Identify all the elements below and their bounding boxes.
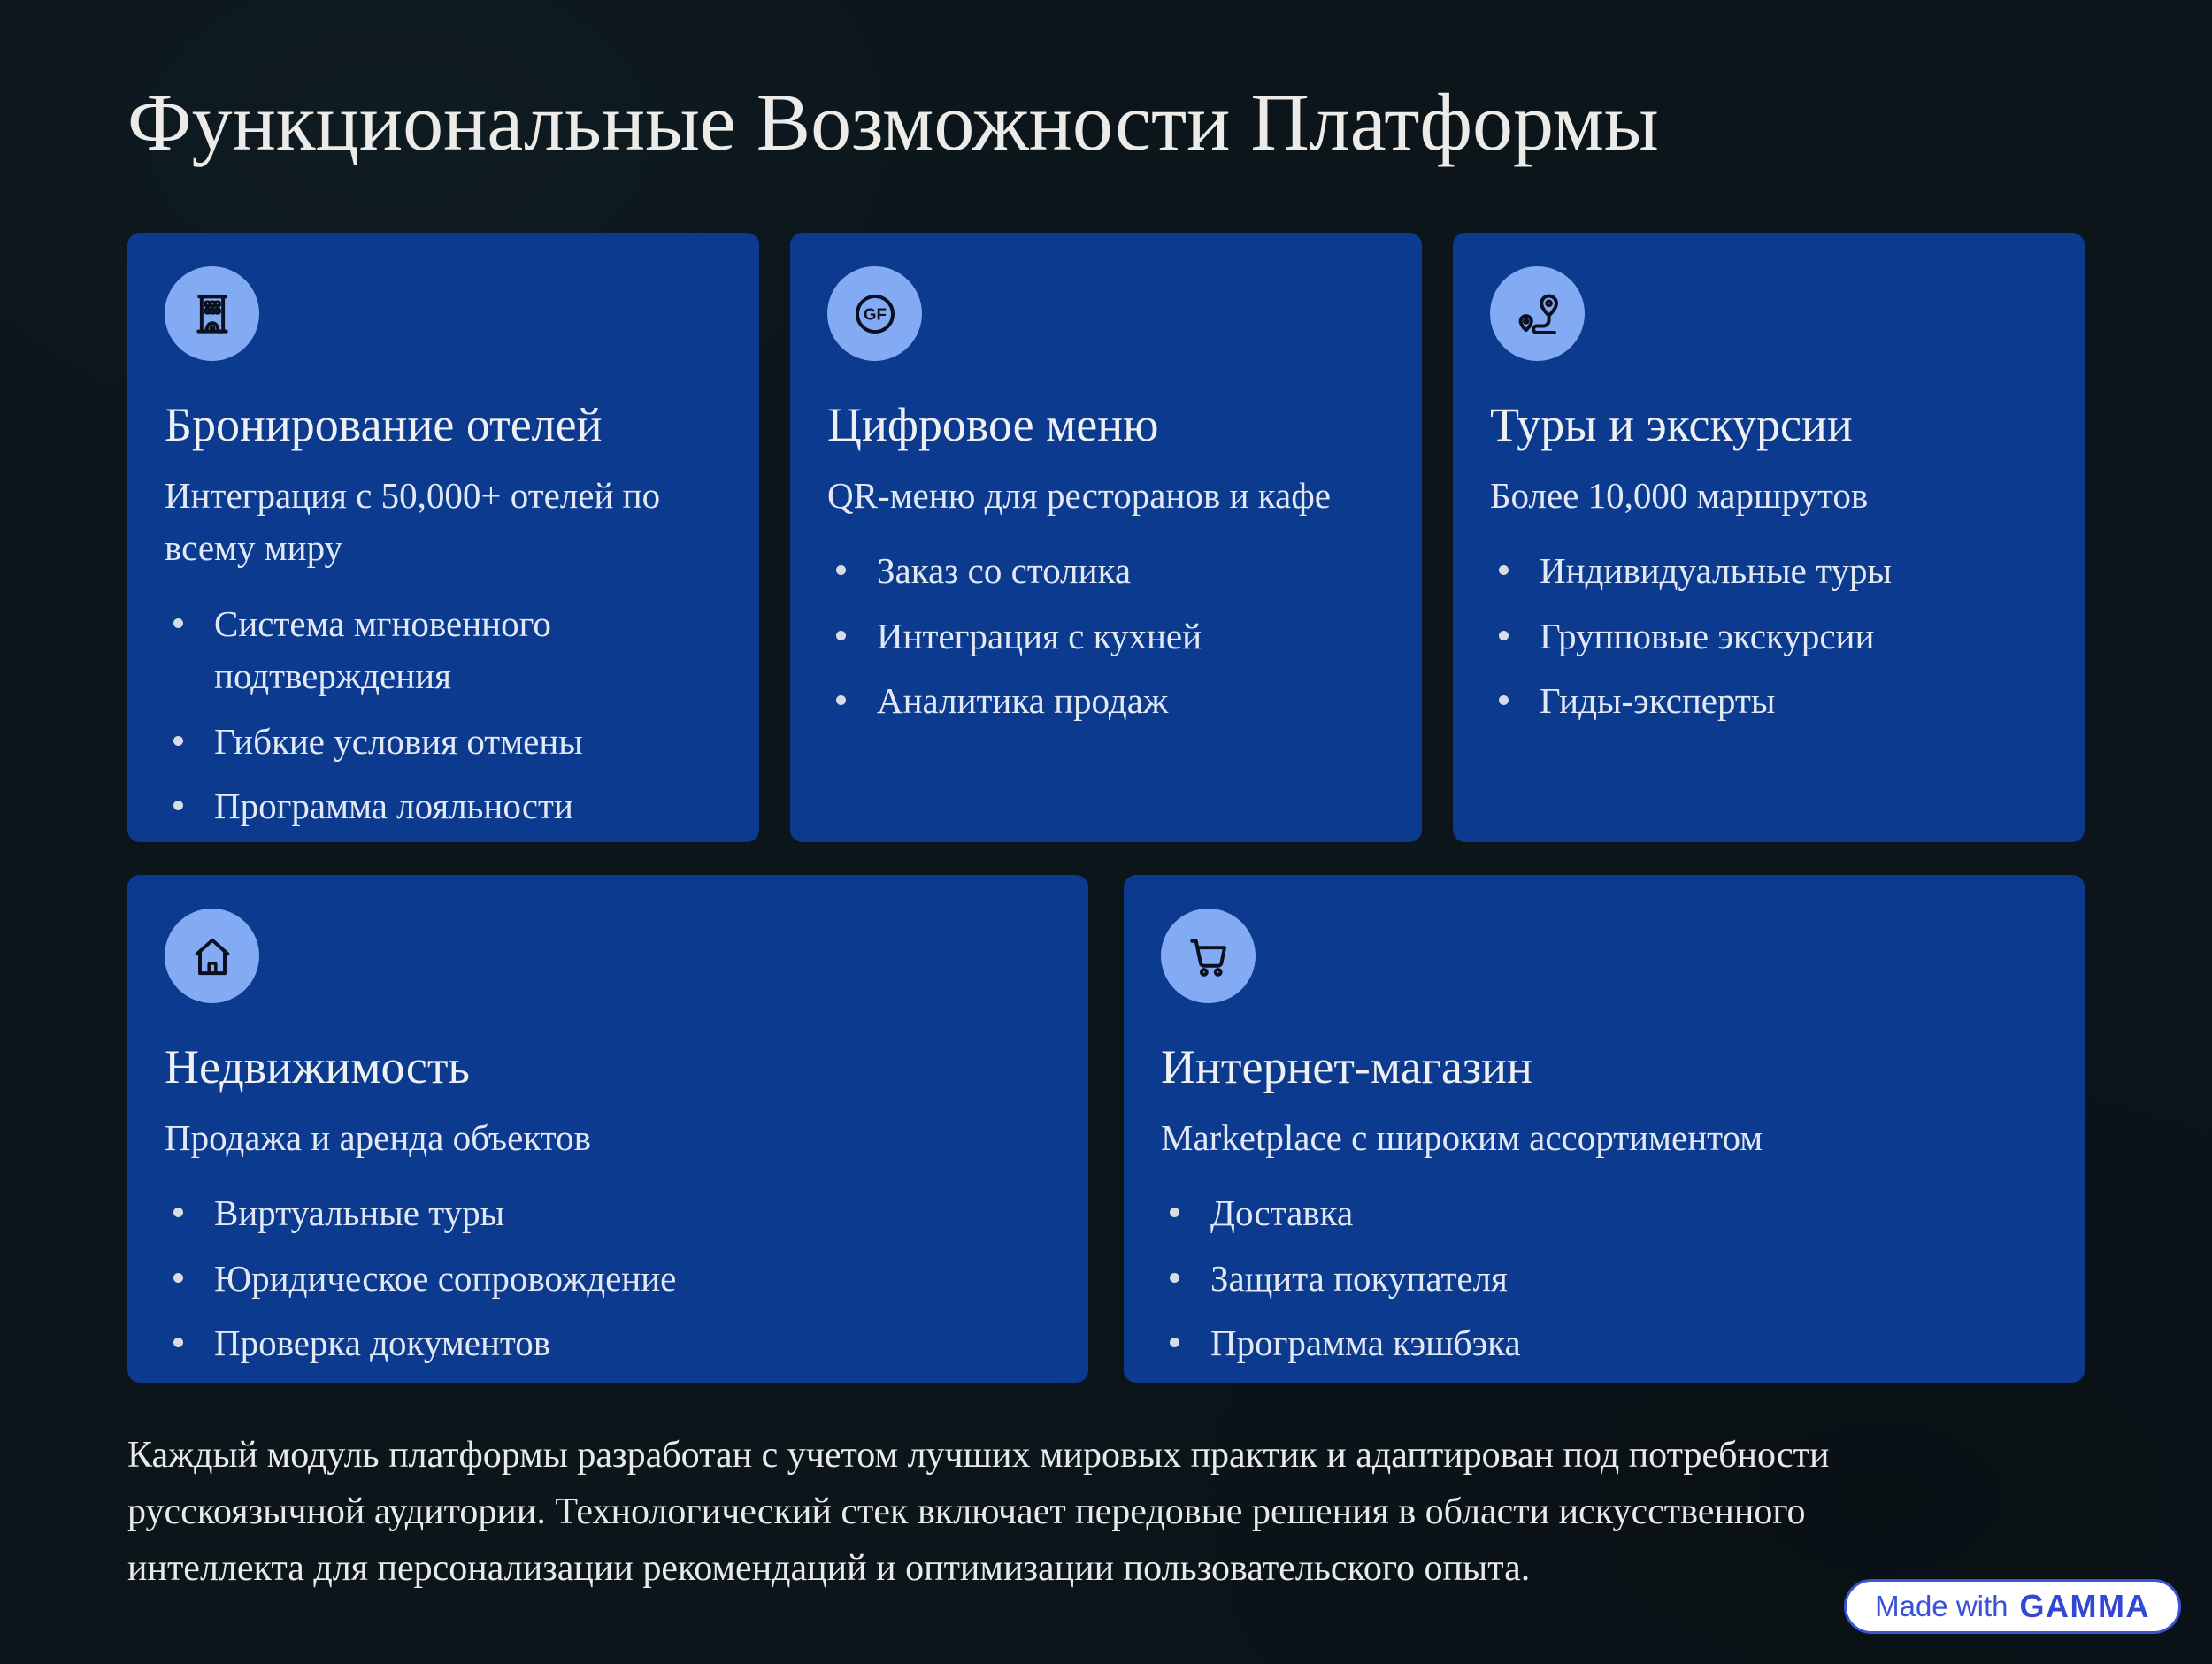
bullet-item: Индивидуальные туры [1490,545,2047,597]
bullet-item: Проверка документов [165,1317,1051,1369]
card-subtitle: Marketplace с широким ассортиментом [1161,1116,1763,1158]
icon-circle [165,266,259,361]
card-bullets [827,545,1385,727]
bullet-item: Система мгновенного подтверждения [165,598,722,703]
bullet-item: Аналитика продаж [827,675,1385,727]
bullet-item: Групповые экскурсии [1490,610,2047,663]
icon-circle [1161,909,1256,1003]
bullet-item: Юридическое сопровождение [165,1253,1051,1305]
gf-circle-icon [850,289,900,339]
bullet-item: Программа кэшбэка [1161,1317,2047,1369]
footer-paragraph: Каждый модуль платформы разработан с учетом лучших мировых практик и адаптирован под потребности русскоязычной аудитории. Технологический стек включает передовые решения в области искусственного интеллекта для персонализации рекомендаций и оптимизации пользовательского опыта. [127,1435,1830,1589]
cards-row-1 [127,233,2085,842]
bullet-item: Гибкие условия отмены [165,716,722,768]
page-title: Функциональные Возможности Платформы [127,77,1659,167]
card-title: Бронирование отелей [165,398,603,452]
bullet-item: Доставка [1161,1187,2047,1239]
card-digital-menu [790,233,1422,842]
icon-circle [827,266,922,361]
home-icon [188,932,237,981]
route-map-pins-icon [1513,289,1563,339]
bullet-item: Виртуальные туры [165,1187,1051,1239]
badge-prefix-label: Made with [1875,1590,2008,1622]
card-bullets [1490,545,2047,727]
bullet-item: Программа лояльности [165,780,722,832]
card-subtitle: QR-меню для ресторанов и кафе [827,474,1331,516]
icon-circle [1490,266,1585,361]
hotel-building-icon [188,289,237,339]
svg-text:GF: GF [863,304,887,324]
card-title: Туры и экскурсии [1490,398,1853,452]
icon-circle [165,909,259,1003]
made-with-gamma-badge[interactable] [1844,1579,2181,1634]
card-bullets [165,1187,1051,1369]
card-subtitle: Более 10,000 маршрутов [1490,474,1869,516]
card-bullets [165,598,722,833]
card-subtitle: Продажа и аренда объектов [165,1116,591,1158]
bullet-item: Защита покупателя [1161,1253,2047,1305]
gamma-logo: GAMMA [2019,1588,2150,1624]
cards-row-2 [127,875,2085,1383]
card-title: Недвижимость [165,1040,471,1094]
card-real-estate [127,875,1088,1383]
bullet-item: Гиды-эксперты [1490,675,2047,727]
card-bullets [1161,1187,2047,1369]
bullet-item: Интеграция с кухней [827,610,1385,663]
shopping-cart-icon [1184,932,1233,981]
card-title: Интернет-магазин [1161,1040,1532,1094]
card-tours-excursions [1453,233,2085,842]
card-subtitle: Интеграция с 50,000+ отелей по всему миру [165,474,661,569]
card-hotel-booking [127,233,759,842]
card-title: Цифровое меню [827,398,1159,452]
bullet-item: Заказ со столика [827,545,1385,597]
card-online-store [1124,875,2085,1383]
